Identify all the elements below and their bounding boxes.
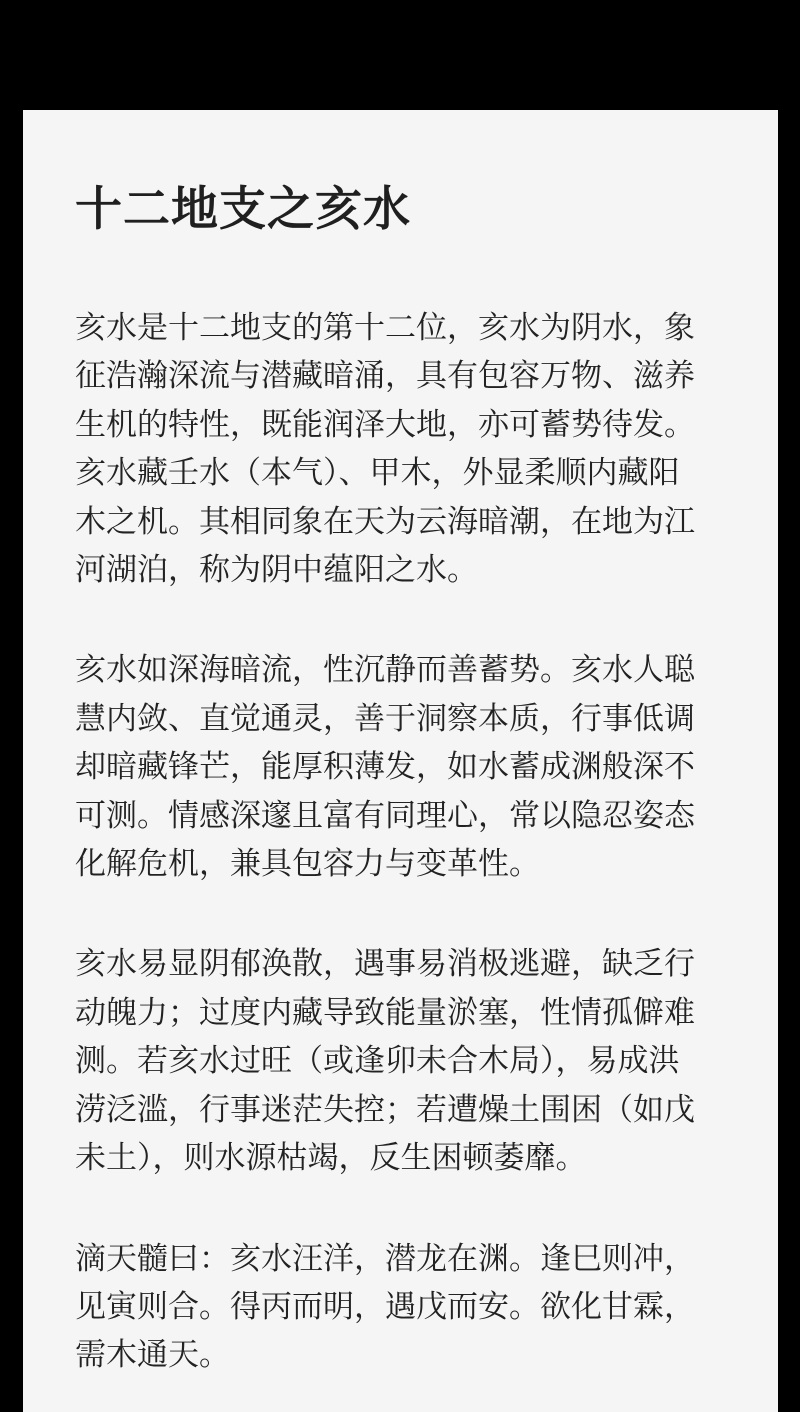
paragraph-weakness: 亥水易显阴郁涣散，遇事易消极逃避，缺乏行 动魄力；过度内藏导致能量淤塞，性情孤僻难 测。若亥水过旺（或逢卯未合木局），易成洪 涝泛滥，行事迷茫失控；若遭燥土围困（如戊 未土），则水源枯竭，反生困顿萎靡。 [75, 946, 695, 1177]
article-card [23, 110, 778, 1412]
article-title: 十二地支之亥水 [75, 182, 411, 237]
article-body [75, 304, 735, 1380]
paragraph-introduction: 亥水是十二地支的第十二位，亥水为阴水，象 征浩瀚深流与潜藏暗涌，具有包容万物、滋养 生机的特性，既能润泽大地，亦可蓄势待发。 亥水藏壬水（本气）、甲木，外显柔顺内藏阳 木之机。其相同象在天为云海暗潮，在地为江 河湖泊，称为阴中蕴阳之水。 [75, 310, 695, 589]
paragraph-quote: 滴天髓曰：亥水汪洋，潜龙在渊。逢巳则冲， 见寅则合。得丙而明，遇戊而安。欲化甘霖， 需木通天。 [75, 1240, 695, 1374]
paragraph-character: 亥水如深海暗流，性沉静而善蓄势。亥水人聪 慧内敛、直觉通灵，善于洞察本质，行事低调 却暗藏锋芒，能厚积薄发，如水蓄成渊般深不 可测。情感深邃且富有同理心，常以隐忍姿态 化解危机，兼具包容力与变革性。 [75, 652, 695, 883]
